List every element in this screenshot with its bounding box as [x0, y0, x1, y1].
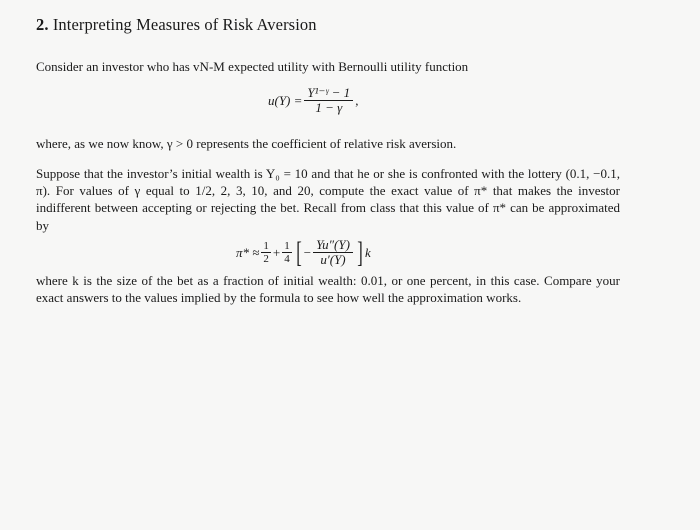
half-numerator: 1 — [263, 240, 269, 252]
utility-lhs: u(Y) = — [268, 92, 303, 108]
approx-lhs: π* ≈ — [236, 244, 260, 260]
risk-aversion-denominator: u′(Y) — [320, 252, 346, 267]
utility-comma: , — [355, 92, 359, 108]
section-number: 2. — [36, 15, 49, 34]
intro-paragraph: Consider an investor who has vN-M expected utility with Bernoulli utility function — [36, 59, 469, 74]
plus-sign: + — [272, 244, 281, 260]
utility-denominator: 1 − γ — [315, 100, 343, 115]
conclusion-paragraph: where k is the size of the bet as a fraction of initial wealth: 0.01, or one percent, in this case. Compare your exact answers to the values implied by the formula to see how well the approximation works. — [36, 273, 620, 306]
bet-size-symbol: k — [364, 244, 371, 260]
utility-fraction — [304, 86, 353, 115]
gamma-paragraph: where, as we now know, γ > 0 represents the coefficient of relative risk aversion. — [36, 136, 457, 151]
minus-sign: − — [303, 244, 312, 260]
right-bracket: ] — [357, 235, 363, 269]
lottery-paragraph: Suppose that the investor’s initial wealth is Y₀ = 10 and that he or she is confronted with the lottery (0.1, −0.1, π). For values of γ equal to 1/2, 2, 3, 10, and 20, compute the exact value of π* that makes the investor indifferent between accepting or rejecting the bet. Recall from class that this value of π* can be approximated by — [36, 166, 620, 233]
quarter-numerator: 1 — [284, 240, 290, 252]
section-title: Interpreting Measures of Risk Aversion — [52, 15, 317, 34]
utility-numerator: Y¹⁻ᵞ − 1 — [307, 85, 351, 100]
quarter-fraction — [282, 240, 292, 265]
approximation-formula — [236, 235, 371, 269]
half-fraction — [261, 240, 271, 265]
section-heading — [36, 15, 317, 35]
utility-equation — [268, 86, 358, 115]
half-denominator: 2 — [263, 253, 269, 265]
left-bracket: [ — [296, 235, 302, 269]
risk-aversion-fraction — [313, 238, 353, 267]
quarter-denominator: 4 — [284, 253, 290, 265]
risk-aversion-numerator: Yu″(Y) — [316, 237, 350, 252]
